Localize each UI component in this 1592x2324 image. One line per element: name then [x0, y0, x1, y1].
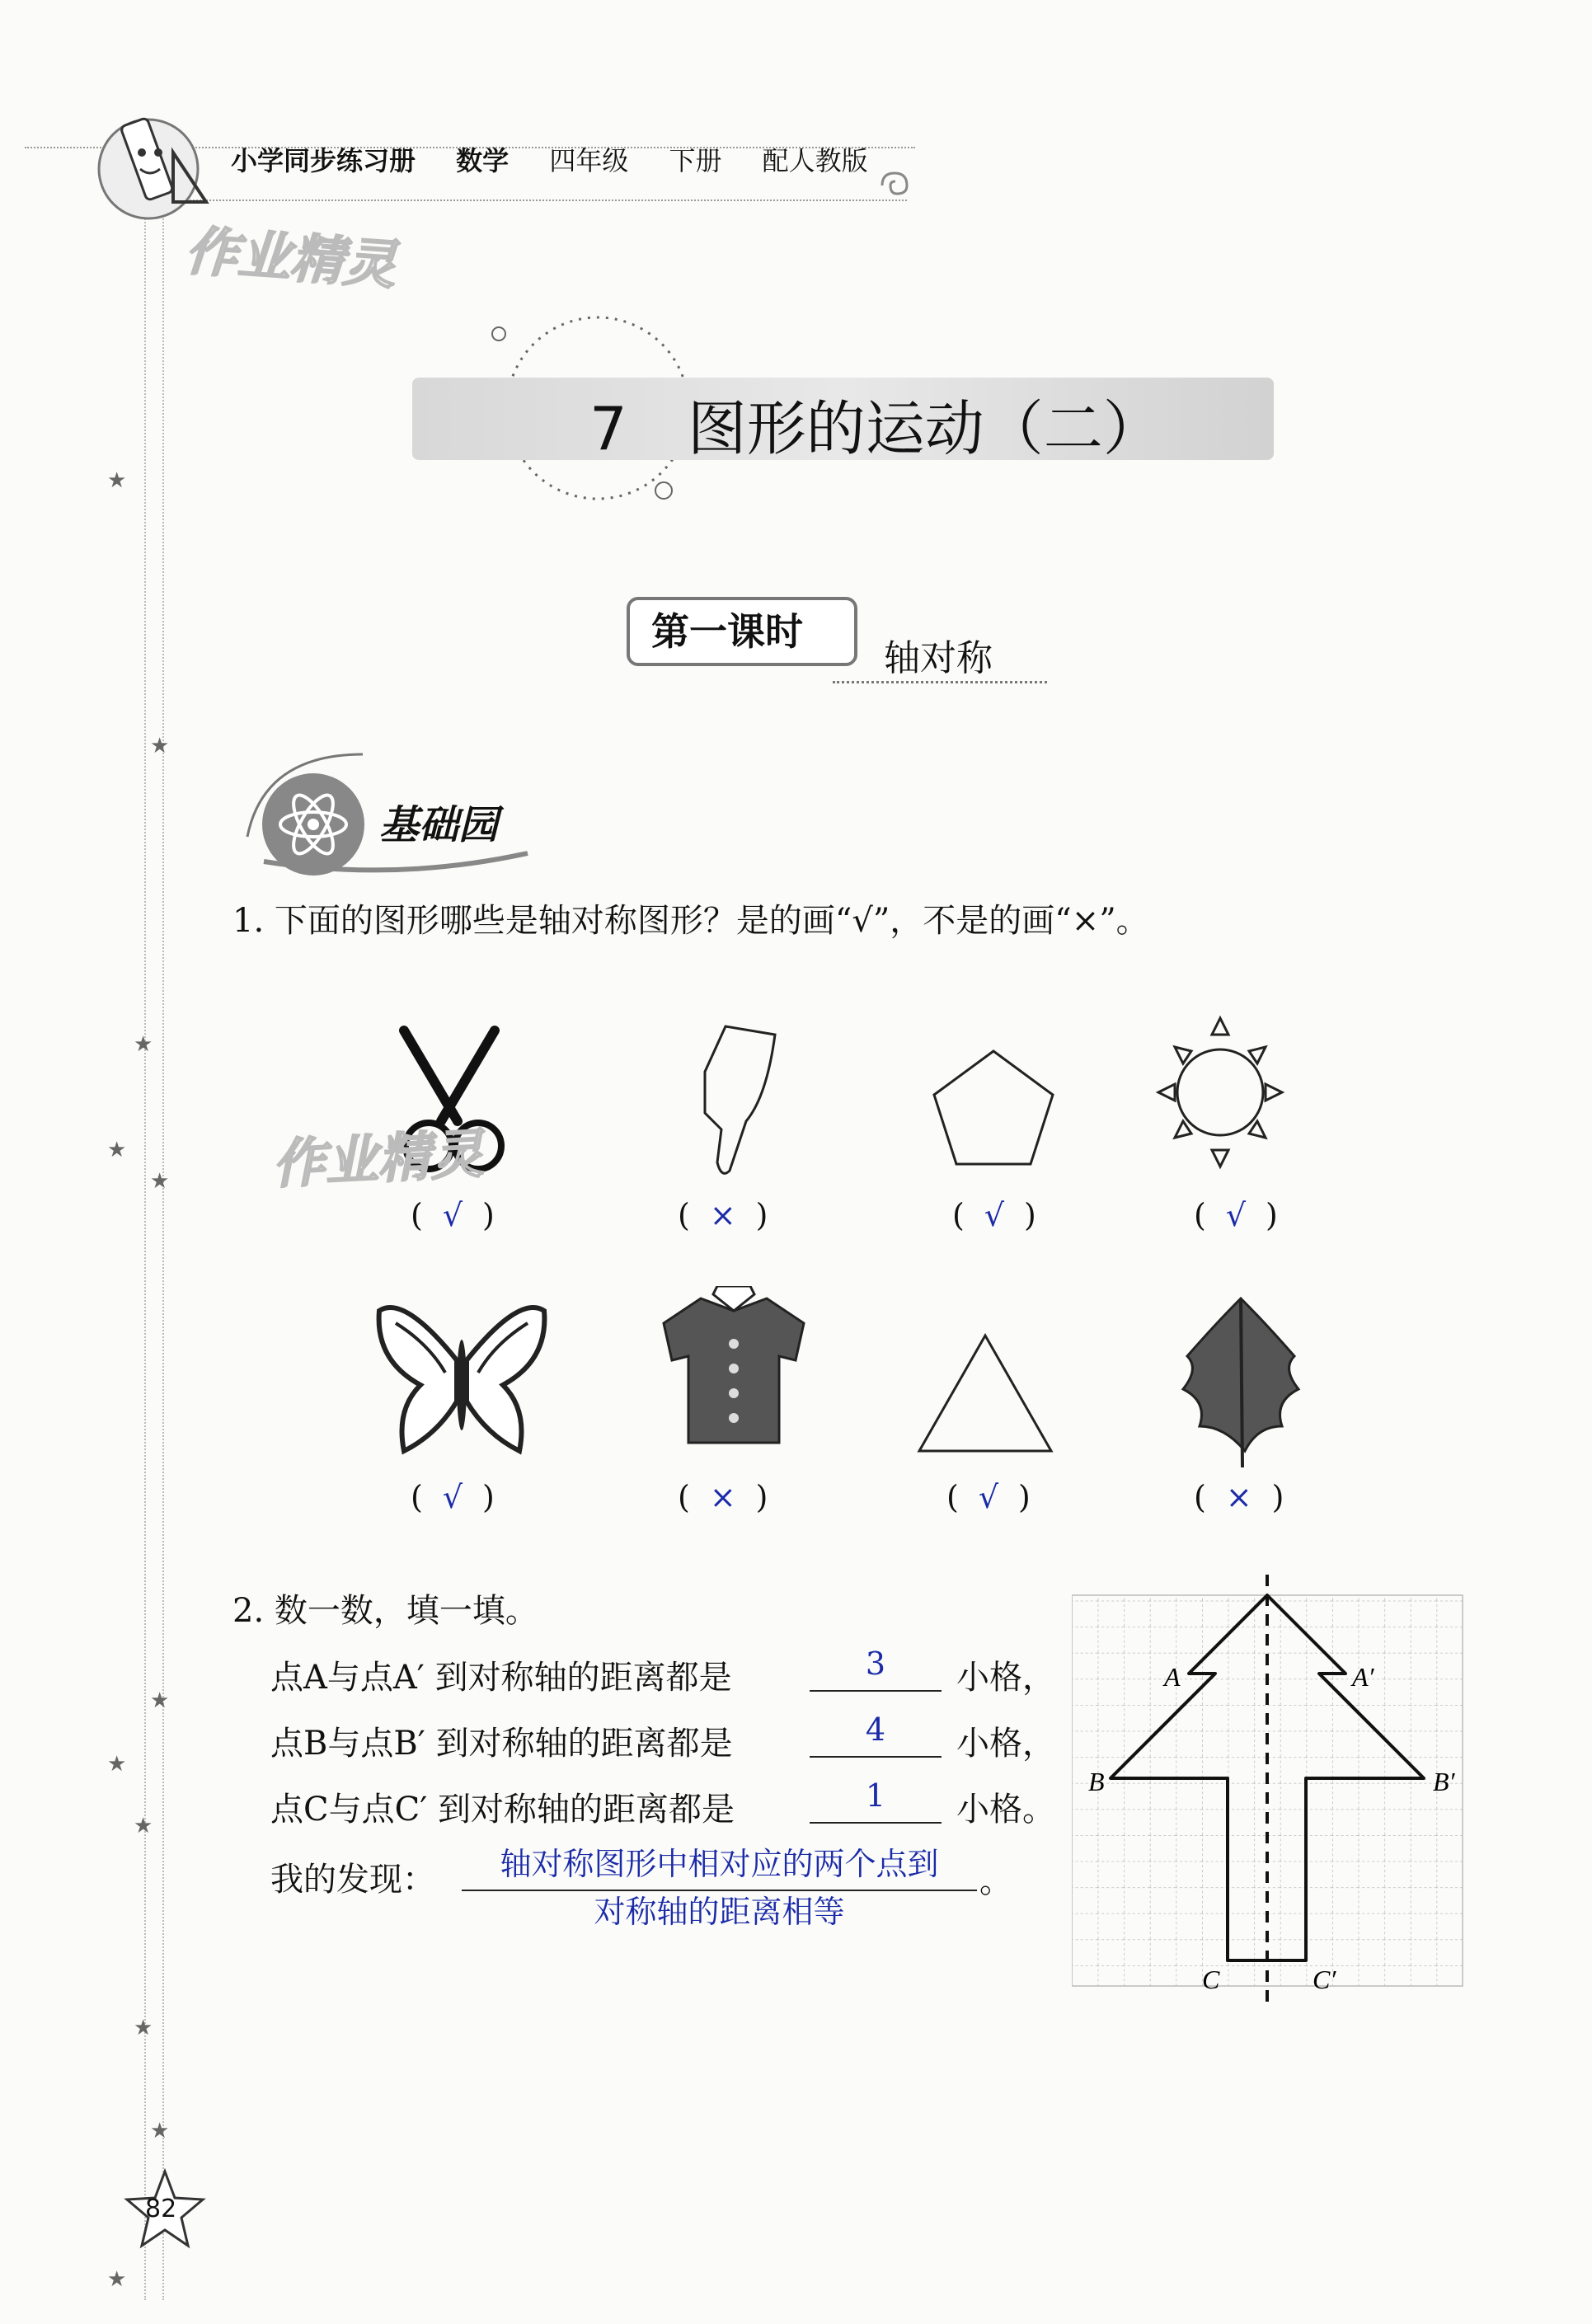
star-icon: ★ — [107, 1752, 127, 1777]
q1-answer-4: ( √ ) — [1194, 1197, 1278, 1233]
q1-prompt: 1. 下面的图形哪些是轴对称图形？是的画“√”，不是的画“×”。 — [232, 902, 1149, 940]
star-icon: ★ — [150, 734, 170, 758]
point-a-label: A — [1164, 1662, 1181, 1692]
sun-figure — [1154, 1014, 1286, 1171]
q1-answer-7: ( √ ) — [946, 1479, 1031, 1515]
q1-answer-3: ( √ ) — [952, 1197, 1036, 1233]
q2-answer-1: 3 — [865, 1646, 886, 1682]
q2-answer-3: 1 — [865, 1777, 886, 1814]
chapter-number: 7 — [589, 394, 627, 463]
q2-row-2: 点B与点B′ 到对称轴的距离都是 — [270, 1725, 733, 1763]
q1-answer-8: ( × ) — [1194, 1479, 1284, 1515]
shirt-figure — [651, 1286, 816, 1451]
header — [231, 140, 899, 178]
q1-answer-5: ( √ ) — [411, 1479, 495, 1515]
chapter-title — [589, 381, 1162, 467]
star-icon: ★ — [134, 1032, 153, 1057]
margin-rail — [144, 140, 164, 2300]
point-b-label: B — [1088, 1767, 1105, 1796]
section-title: 基础园 — [379, 802, 499, 848]
lesson-label: 第一课时 — [651, 609, 803, 654]
header-subject: 数学 — [456, 145, 510, 176]
header-rule — [190, 200, 907, 201]
header-volume: 下册 — [669, 145, 722, 176]
lesson-topic: 轴对称 — [884, 637, 993, 679]
lesson-underline — [833, 681, 1047, 683]
star-icon: ★ — [134, 1814, 153, 1838]
q1-answer-6: ( × ) — [678, 1479, 768, 1515]
page-number: 82 — [145, 2195, 177, 2223]
star-icon: ★ — [150, 1169, 170, 1194]
q2-row-1: 点A与点A′ 到对称轴的距离都是 — [270, 1659, 732, 1697]
q2-prompt: 2. 数一数，填一填。 — [232, 1592, 538, 1630]
q1-answer-1: ( √ ) — [411, 1197, 495, 1233]
star-icon: ★ — [107, 2267, 127, 2292]
triangle-figure — [915, 1331, 1055, 1455]
tree-grid-figure — [1072, 1575, 1468, 2003]
header-edition: 配人教版 — [762, 145, 868, 176]
q2-finding-line-1: 轴对称图形中相对应的两个点到 — [500, 1846, 939, 1882]
star-icon: ★ — [134, 2016, 153, 2040]
spiral-ornament-icon — [874, 165, 923, 206]
point-c-prime-label: C′ — [1313, 1965, 1336, 1994]
butterfly-figure — [371, 1294, 552, 1467]
q1-answer-2: ( × ) — [678, 1197, 768, 1233]
leaf-figure — [1175, 1290, 1307, 1472]
q2-row-3: 点C与点C′ 到对称轴的距离都是 — [270, 1791, 735, 1829]
star-icon: ★ — [107, 468, 127, 493]
q2-row-2-unit: 小格， — [956, 1725, 1055, 1763]
watermark: 作业精灵 — [270, 1124, 486, 1196]
pencil-mascot-icon — [82, 103, 214, 227]
point-c-label: C — [1202, 1965, 1220, 1994]
q2-row-1-unit: 小格， — [956, 1659, 1055, 1697]
q2-blank-3 — [810, 1822, 942, 1824]
q2-row-3-unit: 小格。 — [956, 1791, 1055, 1829]
q2-blank-2 — [810, 1756, 942, 1758]
star-icon: ★ — [150, 1688, 170, 1713]
pentagon-figure — [927, 1047, 1059, 1171]
header-series: 小学同步练习册 — [231, 145, 416, 176]
point-b-prime-label: B′ — [1433, 1767, 1455, 1796]
q2-blank-1 — [810, 1690, 942, 1692]
chapter-name: 图形的运动（二） — [687, 394, 1162, 463]
q2-finding-end: 。 — [979, 1862, 1012, 1900]
q2-answer-2: 4 — [865, 1711, 886, 1748]
point-a-prime-label: A′ — [1352, 1662, 1374, 1692]
q2-finding-label: 我的发现： — [270, 1861, 435, 1899]
watermark: 作业精灵 — [183, 221, 398, 297]
knife-figure — [697, 1022, 787, 1179]
star-icon: ★ — [107, 1138, 127, 1162]
q2-finding-line-2: 对称轴的距离相等 — [594, 1894, 845, 1930]
header-grade: 四年级 — [549, 145, 629, 176]
star-icon: ★ — [150, 2119, 170, 2143]
